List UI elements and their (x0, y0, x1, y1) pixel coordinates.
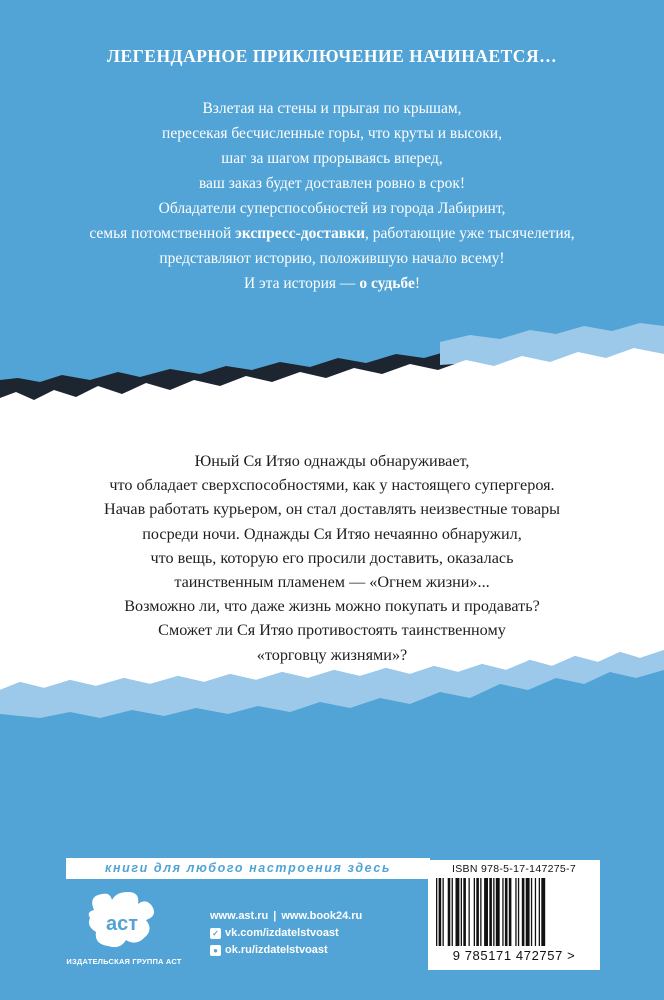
tagline-banner: книги для любого настроения здесь (66, 858, 430, 879)
barcode-bar (474, 878, 475, 946)
intro-bold-fate: о судьбе (359, 275, 415, 292)
barcode-bar (461, 878, 462, 946)
story-text (0, 449, 664, 667)
barcode-bar (476, 878, 479, 946)
barcode-bar (489, 878, 492, 946)
vk-icon: ✓ (210, 928, 221, 939)
ok-icon: ● (210, 945, 221, 956)
ok-link[interactable]: ok.ru/izdatelstvoast (225, 944, 328, 956)
barcode-bar (436, 878, 437, 946)
barcode-bar (493, 878, 494, 946)
barcode-bar (443, 878, 444, 946)
intro-bold-express: экспресс-доставки (235, 225, 366, 242)
separator: | (273, 910, 277, 922)
story-line: что обладает сверхспособностями, как у настоящего супергероя. (109, 476, 555, 495)
intro-line: ваш заказ будет доставлен ровно в срок! (198, 175, 466, 192)
barcode-bar (469, 878, 470, 946)
barcode-bar (502, 878, 503, 946)
intro-line: пересекая бесчисленные горы, что круты и высоки, (162, 125, 502, 142)
intro-text (0, 96, 664, 296)
intro-text-span: И эта история — (243, 275, 360, 292)
story-line: Начав работать курьером, он стал доставлять неизвестные товары (104, 500, 560, 519)
story-line: Возможно ли, что даже жизнь можно покупать и продавать? (124, 597, 540, 616)
story-line: Сможет ли Ся Итяо противостоять таинственному (158, 621, 506, 640)
barcode-bar (526, 878, 530, 946)
ast-logo-text: aст (105, 913, 139, 935)
intro-line (0, 271, 664, 296)
story-line: таинственным пламенем — «Огнем жизни»... (174, 573, 490, 592)
barcode-bar (452, 878, 453, 946)
publisher-links (210, 908, 362, 959)
intro-line: Взлетая на стены и прыгая по крышам, (202, 100, 462, 117)
barcode-icon (434, 878, 594, 946)
story-line: что вещь, которую его просили доставить, оказалась (150, 548, 514, 567)
isbn-label: ISBN 978-5-17-147275-7 (452, 863, 576, 875)
barcode-bar (480, 878, 481, 946)
barcode-bar (535, 878, 536, 946)
intro-text-span: ! (414, 275, 421, 292)
ast-site-link[interactable]: www.ast.ru (210, 910, 269, 922)
barcode-bar (439, 878, 442, 946)
barcode-bar (541, 878, 545, 946)
barcode-bar (518, 878, 519, 946)
barcode-bar (505, 878, 508, 946)
barcode-panel (428, 860, 600, 970)
barcode-bar (515, 878, 516, 946)
story-line: Юный Ся Итяо однажды обнаруживает, (194, 452, 470, 470)
headline: ЛЕГЕНДАРНОЕ ПРИКЛЮЧЕНИЕ НАЧИНАЕТСЯ… (106, 46, 558, 66)
story-line: посреди ночи. Однажды Ся Итяо нечаянно обнаружил, (142, 524, 522, 543)
ast-logo (86, 890, 158, 952)
barcode-bar (509, 878, 512, 946)
intro-line: шаг за шагом прорываясь вперед, (221, 150, 443, 167)
intro-text-span: семья потомственной (89, 225, 236, 242)
book24-site-link[interactable]: www.book24.ru (281, 910, 363, 922)
ok-row (210, 942, 362, 959)
publisher-caption: ИЗДАТЕЛЬСКАЯ ГРУППА АСТ (66, 957, 182, 966)
website-row (210, 908, 362, 925)
intro-line: представляют историю, положившую начало всему! (159, 250, 505, 267)
barcode-digits: 9 785171 472757 > (452, 948, 576, 963)
barcode-bar (496, 878, 500, 946)
vk-link[interactable]: vk.com/izdatelstvoast (225, 927, 339, 939)
barcode-bar (531, 878, 532, 946)
intro-text-span: , работающие уже тысячелетия, (365, 225, 575, 242)
barcode-bar (522, 878, 525, 946)
intro-line: Обладатели суперспособностей из города Лабиринт, (158, 200, 506, 217)
barcode-bar (484, 878, 488, 946)
intro-line (0, 221, 664, 246)
story-line: «торговцу жизнями»? (256, 645, 408, 664)
barcode-bar (456, 878, 460, 946)
barcode-bar (463, 878, 466, 946)
vk-row (210, 925, 362, 942)
barcode-bar (539, 878, 540, 946)
barcode-bar (448, 878, 451, 946)
